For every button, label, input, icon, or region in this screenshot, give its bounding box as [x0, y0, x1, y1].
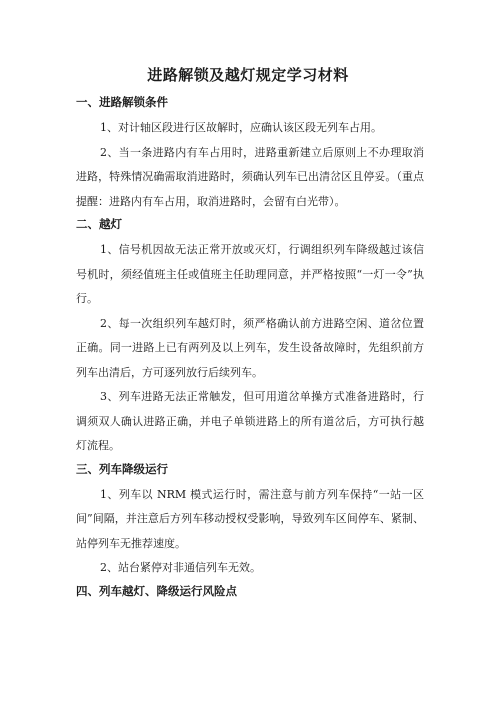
section-heading: 四、列车越灯、降级运行风险点 [76, 583, 237, 598]
section-heading: 三、列车降级运行 [76, 461, 168, 476]
paragraph: 2、当一条进路内有车占用时，进路重新建立后原则上不办理取消进路，特殊情况确需取消进路时，须确认列车已出清岔区且停妥。（重点提醒：进路内有车占用，取消进路时，会留有白光带）。 [76, 145, 424, 208]
paragraph: 1、列车以 NRM 模式运行时，需注意与前方列车保持“一站一区间”间隔，并注意后方列车移动授权受影响，导致列车区间停车、紧制、站停列车无推荐速度。 [76, 487, 424, 550]
section-unlock-conditions [76, 94, 424, 214]
document-title: 进路解锁及越灯规定学习材料 [147, 66, 349, 84]
paragraph: 3、列车进路无法正常触发，但可用道岔单操方式准备进路时，行调须双人确认进路正确，并电子单锁进路上的所有道岔后，方可执行越灯流程。 [76, 390, 424, 452]
section-heading: 一、进路解锁条件 [76, 95, 168, 109]
section-pass-signal [76, 216, 424, 459]
section-degraded-operation [76, 461, 424, 581]
paragraph: 2、每一次组织列车越灯时，须严格确认前方进路空闲、道岔位置正确。同一进路上已有两列及以上列车，发生设备故障时，先组织前方列车出清后，方可逐列放行后续列车。 [76, 316, 424, 379]
paragraph: 2、站台紧停对非通信列车无效。 [100, 561, 261, 574]
document-body [76, 94, 424, 605]
section-risk-points [76, 583, 424, 600]
paragraph: 1、信号机因故无法正常开放或灭灯，行调组织列车降级越过该信号机时，须经值班主任或值班主任助理同意，并严格按照“一灯一令”执行。 [76, 243, 424, 305]
paragraph: 1、对计轴区段进行区故解时，应确认该区段无列车占用。 [100, 121, 382, 134]
section-heading: 二、越灯 [76, 217, 122, 231]
